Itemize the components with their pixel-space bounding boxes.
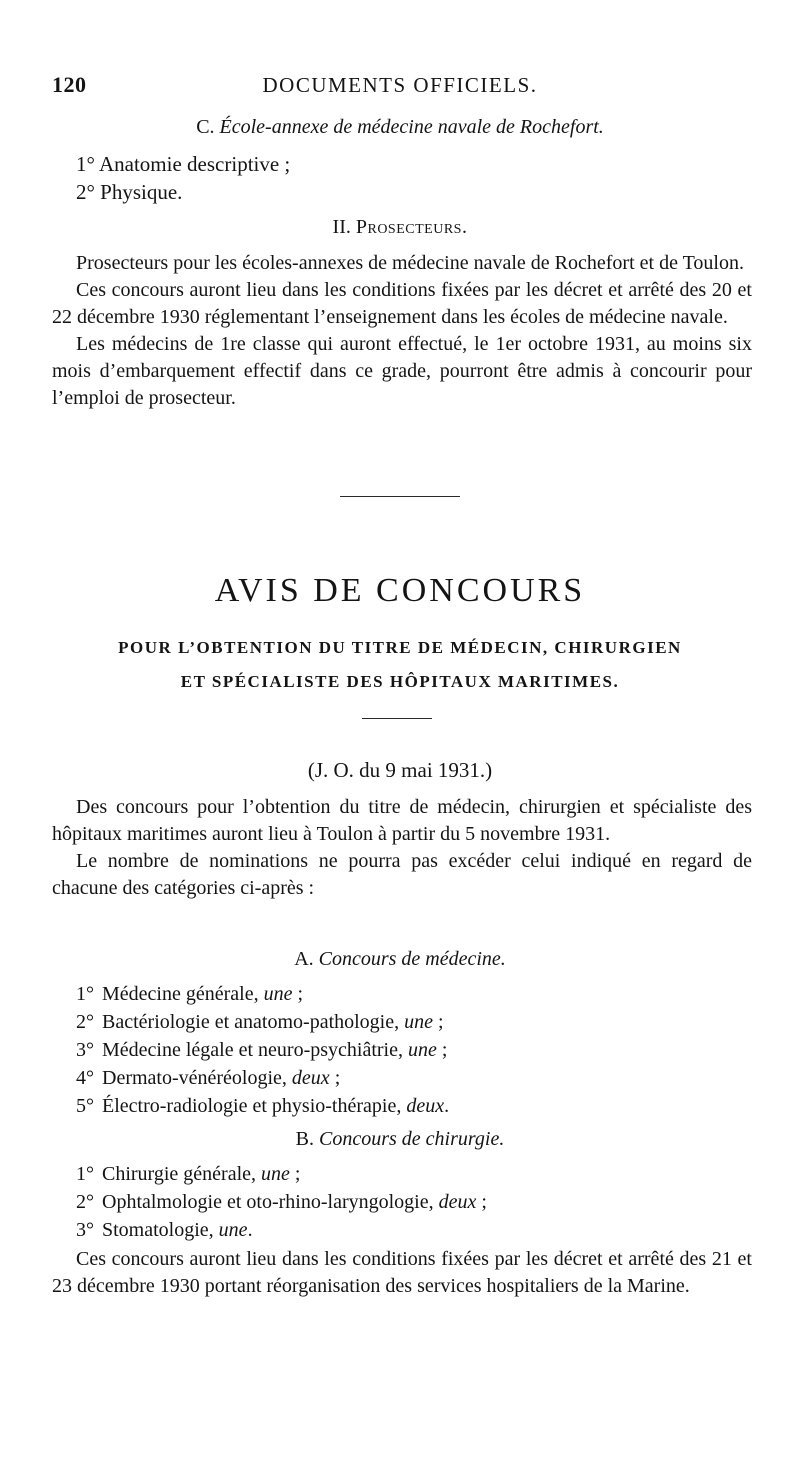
item-text: Chirurgie générale, xyxy=(102,1163,257,1185)
concours-b-letter: B. xyxy=(295,1128,314,1150)
paragraph: Ces concours auront lieu dans les conditions fixées par les décret et arrêté des 21 et 23 décembre 1930 portant réorganisation des services hospitaliers de la Marine. xyxy=(52,1248,752,1297)
item-text: Ophtalmologie et oto-rhino-laryngologie, xyxy=(102,1191,434,1213)
section-c-item-2: 2° Physique. xyxy=(76,180,183,204)
item-text: Électro-radiologie et physio-thérapie, xyxy=(102,1095,402,1117)
item-count: deux xyxy=(291,1067,330,1089)
list-item xyxy=(76,1216,487,1244)
item-number: 4° xyxy=(76,1067,94,1089)
item-punctuation: ; xyxy=(476,1191,487,1213)
avis-subtitle-line-2: ET SPÉCIALISTE DES HÔPITAUX MARITIMES. xyxy=(180,672,620,691)
concours-a-list xyxy=(76,980,449,1120)
concours-b-title: Concours de chirurgie. xyxy=(318,1128,505,1150)
section-c-heading xyxy=(0,116,800,139)
list-item xyxy=(76,1064,449,1092)
page-number: 120 xyxy=(52,72,87,97)
item-text: Dermato-vénéréologie, xyxy=(102,1067,287,1089)
section-c-item-1: 1° Anatomie descriptive ; xyxy=(76,152,291,176)
paragraph: Les médecins de 1re classe qui auront effectué, le 1er octobre 1931, au moins six mois d’embarquement effectif dans ce grade, pourront être admis à concourir pour l’emploi de prosecteur. xyxy=(52,333,752,409)
section-ii-text xyxy=(52,250,752,412)
list-item xyxy=(76,1008,449,1036)
avis-subtitle-line-1: POUR L’OBTENTION DU TITRE DE MÉDECIN, CHIRURGIEN xyxy=(118,638,682,657)
item-punctuation: ; xyxy=(433,1011,444,1033)
item-number: 3° xyxy=(76,1039,94,1061)
item-number: 2° xyxy=(76,1191,94,1213)
running-title: DOCUMENTS OFFICIELS. xyxy=(262,73,538,97)
section-c-letter: C. xyxy=(196,116,215,138)
list-item xyxy=(76,980,449,1008)
divider xyxy=(340,496,460,497)
list-item xyxy=(76,1092,449,1120)
paragraph: Des concours pour l’obtention du titre de médecin, chirurgien et spécialiste des hôpitaux maritimes auront lieu à Toulon à partir du 5 novembre 1931. xyxy=(52,796,752,845)
list-item xyxy=(76,1160,487,1188)
item-punctuation: . xyxy=(247,1219,253,1241)
paragraph: Le nombre de nominations ne pourra pas excéder celui indiqué en regard de chacune des catégories ci-après : xyxy=(52,850,752,899)
section-ii-numeral: II. xyxy=(332,216,351,238)
item-count: deux xyxy=(438,1191,477,1213)
item-punctuation: ; xyxy=(292,983,304,1005)
concours-a-title: Concours de médecine. xyxy=(318,948,506,970)
paragraph: Ces concours auront lieu dans les conditions fixées par les décret et arrêté des 20 et 22 décembre 1930 réglementant l’enseignement dans les écoles de médecine navale. xyxy=(52,279,752,328)
concours-a-heading xyxy=(0,948,800,971)
paragraph: Prosecteurs pour les écoles-annexes de médecine navale de Rochefort et de Toulon. xyxy=(76,252,744,274)
item-count: une xyxy=(218,1219,248,1241)
item-text: Médecine générale, xyxy=(102,983,259,1005)
item-punctuation: ; xyxy=(329,1067,341,1089)
item-punctuation: . xyxy=(444,1095,450,1117)
item-text: Stomatologie, xyxy=(102,1219,214,1241)
divider xyxy=(362,718,432,719)
section-ii-title: Prosecteurs. xyxy=(355,216,468,238)
item-count: une xyxy=(263,983,293,1005)
item-text: Médecine légale et neuro-psychiâtrie, xyxy=(102,1039,403,1061)
item-count: une xyxy=(404,1011,434,1033)
concours-b-list xyxy=(76,1160,487,1244)
item-number: 3° xyxy=(76,1219,94,1241)
concours-a-letter: A. xyxy=(294,948,314,970)
section-c-title: École-annexe de médecine navale de Rochefort. xyxy=(219,116,604,138)
official-journal-reference: (J. O. du 9 mai 1931.) xyxy=(307,758,493,782)
item-count: une xyxy=(261,1163,290,1185)
avis-title: AVIS DE CONCOURS xyxy=(214,572,586,609)
list-item xyxy=(76,1188,487,1216)
closing-text xyxy=(52,1246,752,1300)
item-number: 2° xyxy=(76,1011,94,1033)
item-punctuation: ; xyxy=(436,1039,448,1061)
item-number: 1° xyxy=(76,1163,94,1185)
concours-b-heading xyxy=(0,1128,800,1151)
item-number: 1° xyxy=(76,983,94,1005)
avis-text xyxy=(52,794,752,902)
item-count: une xyxy=(407,1039,437,1061)
item-count: deux xyxy=(406,1095,445,1117)
item-punctuation: ; xyxy=(289,1163,301,1185)
section-ii-heading xyxy=(0,216,800,239)
list-item xyxy=(76,1036,449,1064)
item-text: Bactériologie et anatomo-pathologie, xyxy=(102,1011,400,1033)
item-number: 5° xyxy=(76,1095,94,1117)
